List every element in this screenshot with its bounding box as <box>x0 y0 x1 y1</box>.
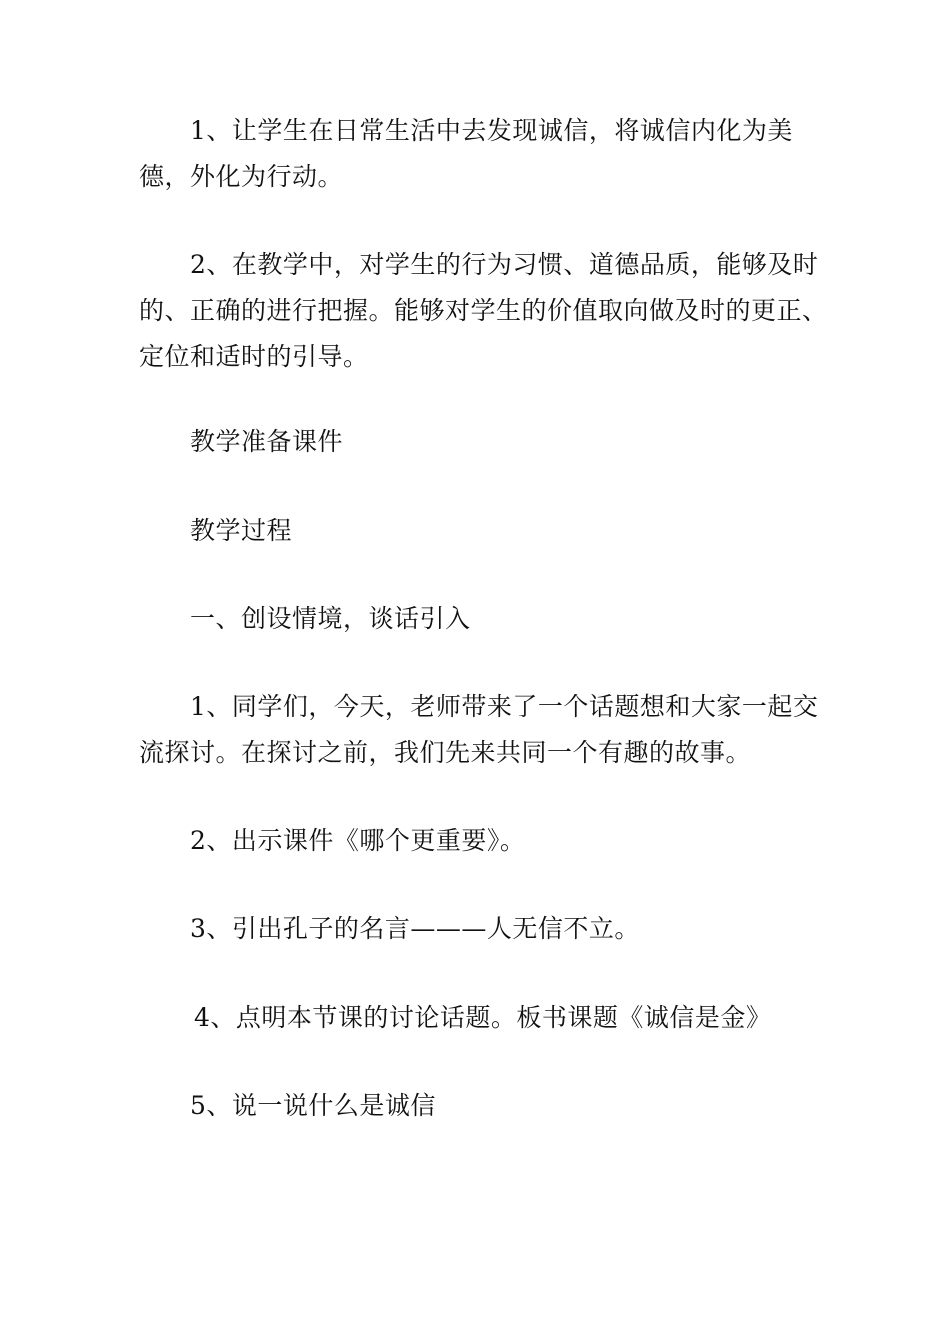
section-heading-1: 一、创设情境，谈话引入 <box>190 604 471 633</box>
teaching-preparation: 教学准备课件 <box>190 427 344 456</box>
goal-paragraph-2: 2、在教学中，对学生的行为习惯、道德品质，能够及时的、正确的进行把握。能够对学生的价值取向做及时的更正、定位和适时的引导。 <box>139 250 828 371</box>
goal-paragraph-1: 1、让学生在日常生活中去发现诚信，将诚信内化为美德，外化为行动。 <box>139 116 793 191</box>
step-5: 5、说一说什么是诚信 <box>190 1091 436 1120</box>
step-2: 2、出示课件《哪个更重要》。 <box>190 826 526 855</box>
step-4: 4、点明本节课的讨论话题。板书课题《诚信是金》 <box>194 1003 772 1032</box>
step-1: 1、同学们，今天，老师带来了一个话题想和大家一起交流探讨。在探讨之前，我们先来共同一个有趣的故事。 <box>139 692 819 767</box>
step-3: 3、引出孔子的名言———人无信不立。 <box>190 914 640 943</box>
teaching-process-heading: 教学过程 <box>190 516 293 545</box>
